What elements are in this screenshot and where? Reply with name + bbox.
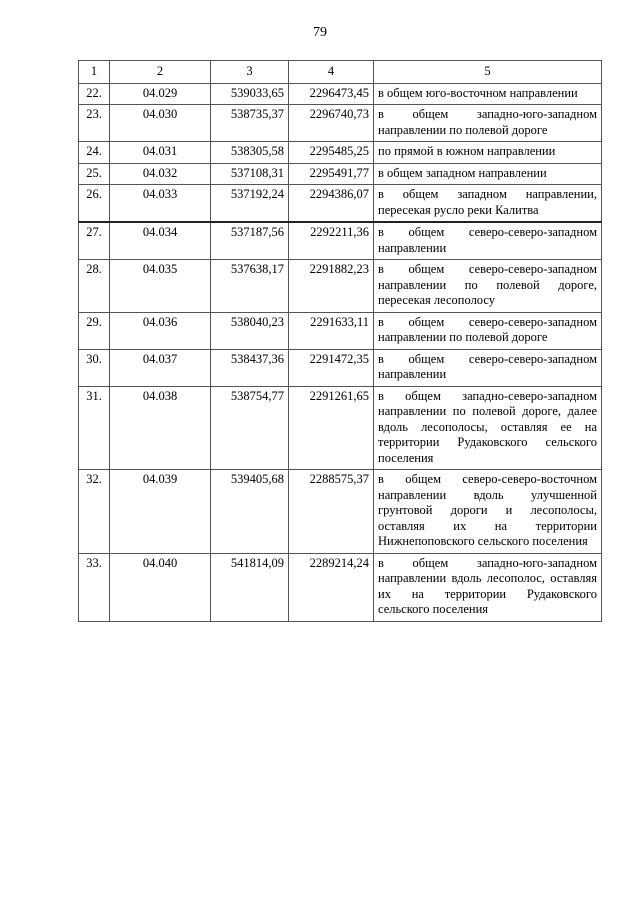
header-cell: 1 — [79, 61, 110, 84]
coordinate-y: 2296740,73 — [289, 105, 374, 142]
coordinate-x: 537192,24 — [211, 185, 289, 223]
point-code: 04.040 — [110, 553, 211, 621]
coordinate-y: 2292211,36 — [289, 222, 374, 260]
page-number: 79 — [313, 25, 327, 40]
table-row — [79, 163, 602, 185]
point-code: 04.033 — [110, 185, 211, 223]
direction-description: в общем северо-северо-западном направлении по полевой дороге — [374, 312, 602, 349]
coordinate-x: 537638,17 — [211, 260, 289, 313]
direction-description: в общем северо-северо-западном направлении — [374, 349, 602, 386]
point-code: 04.039 — [110, 470, 211, 554]
direction-description: в общем западном направлении, пересекая русло реки Калитва — [374, 185, 602, 223]
boundary-points-table — [78, 60, 602, 622]
coordinate-x: 539033,65 — [211, 83, 289, 105]
point-code: 04.032 — [110, 163, 211, 185]
point-code: 04.036 — [110, 312, 211, 349]
point-code: 04.037 — [110, 349, 211, 386]
point-code: 04.038 — [110, 386, 211, 470]
table-row — [79, 312, 602, 349]
coordinate-x: 541814,09 — [211, 553, 289, 621]
coordinate-x: 538040,23 — [211, 312, 289, 349]
table-row — [79, 470, 602, 554]
coordinate-x: 538437,36 — [211, 349, 289, 386]
direction-description: в общем юго-восточном направлении — [374, 83, 602, 105]
direction-description: в общем северо-северо-западном направлении по полевой дороге, пересекая лесополосу — [374, 260, 602, 313]
coordinate-y: 2291882,23 — [289, 260, 374, 313]
coordinate-y: 2295491,77 — [289, 163, 374, 185]
point-code: 04.034 — [110, 222, 211, 260]
coordinate-y: 2288575,37 — [289, 470, 374, 554]
row-number: 31. — [79, 386, 110, 470]
coordinate-y: 2294386,07 — [289, 185, 374, 223]
coordinate-x: 537108,31 — [211, 163, 289, 185]
row-number: 33. — [79, 553, 110, 621]
table-row — [79, 142, 602, 164]
coordinate-x: 538754,77 — [211, 386, 289, 470]
point-code: 04.030 — [110, 105, 211, 142]
header-cell: 5 — [374, 61, 602, 84]
row-number: 25. — [79, 163, 110, 185]
direction-description: в общем северо-северо-восточном направлении вдоль улучшенной грунтовой дороги и лесополосы, оставляя их на территории Нижнепоповского сельского поселения — [374, 470, 602, 554]
direction-description: в общем западно-юго-западном направлении по полевой дороге — [374, 105, 602, 142]
coordinate-y: 2295485,25 — [289, 142, 374, 164]
coordinate-x: 538735,37 — [211, 105, 289, 142]
table-row — [79, 222, 602, 260]
direction-description: в общем западно-северо-западном направлении по полевой дороге, далее вдоль лесополосы, оставляя ее на территории Рудаковского сельского поселения — [374, 386, 602, 470]
direction-description: в общем западном направлении — [374, 163, 602, 185]
row-number: 30. — [79, 349, 110, 386]
direction-description: в общем западно-юго-западном направлении вдоль лесополос, оставляя их на территории Рудаковского сельского поселения — [374, 553, 602, 621]
header-cell: 2 — [110, 61, 211, 84]
table-row — [79, 83, 602, 105]
table-row — [79, 553, 602, 621]
coordinate-y: 2296473,45 — [289, 83, 374, 105]
coordinate-y: 2289214,24 — [289, 553, 374, 621]
table-header-row — [79, 61, 602, 84]
table-row — [79, 349, 602, 386]
table-row — [79, 105, 602, 142]
direction-description: в общем северо-северо-западном направлении — [374, 222, 602, 260]
coordinate-x: 538305,58 — [211, 142, 289, 164]
direction-description: по прямой в южном направлении — [374, 142, 602, 164]
row-number: 24. — [79, 142, 110, 164]
coordinate-x: 539405,68 — [211, 470, 289, 554]
point-code: 04.031 — [110, 142, 211, 164]
header-cell: 3 — [211, 61, 289, 84]
row-number: 29. — [79, 312, 110, 349]
row-number: 22. — [79, 83, 110, 105]
table-row — [79, 185, 602, 223]
header-cell: 4 — [289, 61, 374, 84]
coordinate-y: 2291261,65 — [289, 386, 374, 470]
coordinate-x: 537187,56 — [211, 222, 289, 260]
coordinate-y: 2291633,11 — [289, 312, 374, 349]
point-code: 04.029 — [110, 83, 211, 105]
row-number: 32. — [79, 470, 110, 554]
row-number: 23. — [79, 105, 110, 142]
row-number: 28. — [79, 260, 110, 313]
table-row — [79, 260, 602, 313]
row-number: 27. — [79, 222, 110, 260]
coordinate-y: 2291472,35 — [289, 349, 374, 386]
table-row — [79, 386, 602, 470]
point-code: 04.035 — [110, 260, 211, 313]
row-number: 26. — [79, 185, 110, 223]
